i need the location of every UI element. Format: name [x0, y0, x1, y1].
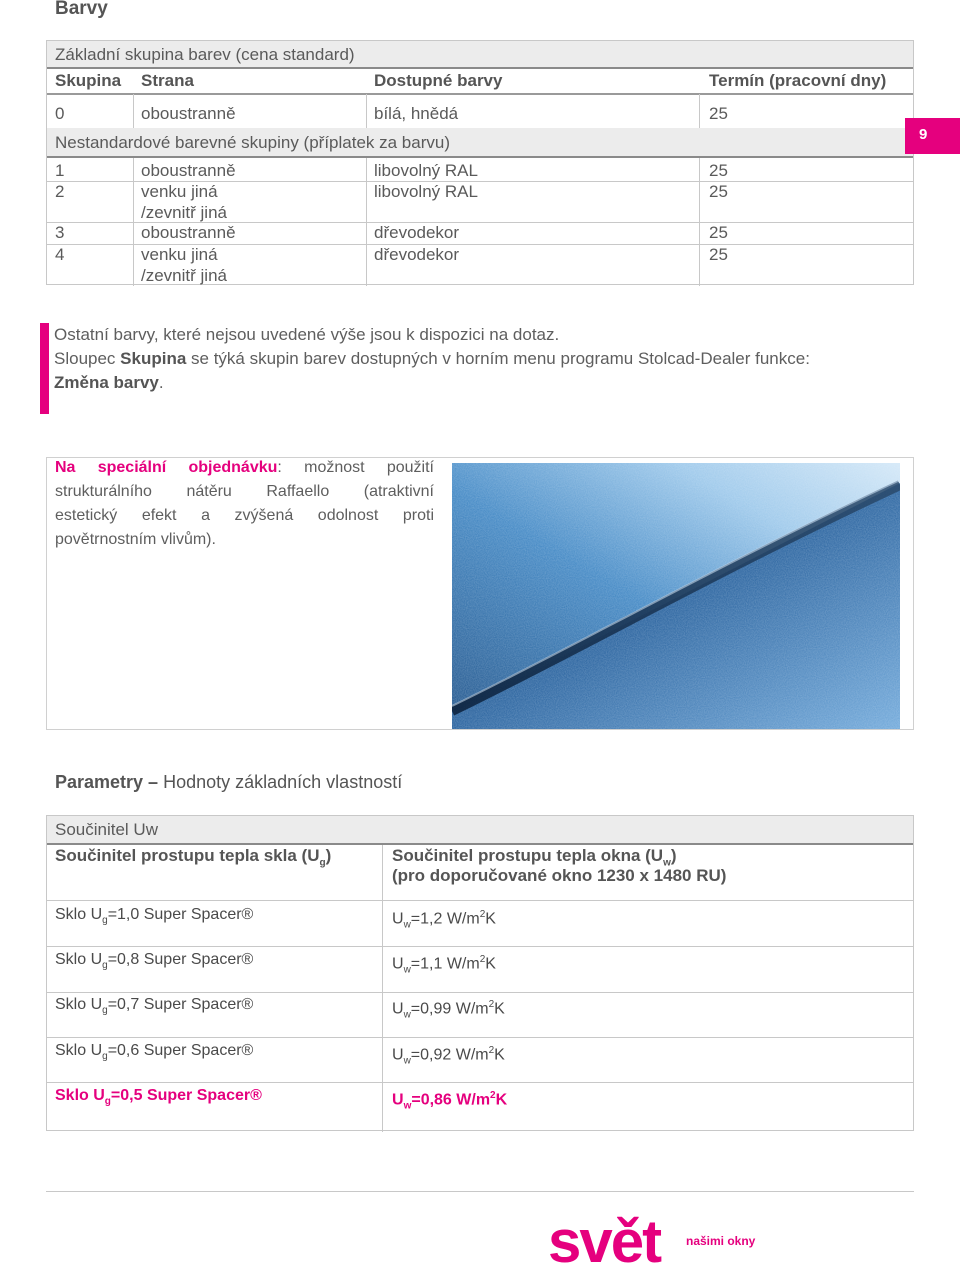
footer-rule	[46, 1191, 914, 1192]
win-sup: 2	[490, 1090, 496, 1101]
uw-row-glass-highlight	[55, 1086, 262, 1112]
uw-col2-header-line2: (pro doporučované okno 1230 x 1480 RU)	[392, 866, 727, 885]
note-bold: Změna barvy	[54, 373, 159, 392]
win-text: U	[392, 1091, 404, 1109]
header-sub: g	[319, 857, 326, 869]
win-text: U	[392, 1046, 404, 1064]
glass-sub: g	[102, 1005, 108, 1017]
uw-caption-rule	[47, 843, 913, 845]
cell-colors: bílá, hnědá	[374, 104, 459, 123]
win-text: =0,99 W/m	[410, 1000, 489, 1018]
win-sub: w	[403, 1100, 412, 1112]
uw-col1-header	[55, 846, 331, 873]
note-text: .	[158, 373, 164, 392]
header-text: )	[670, 846, 677, 865]
row-divider	[47, 992, 913, 993]
page-number-tab: 9	[905, 118, 960, 154]
table-caption: Základní skupina barev (cena standard)	[55, 45, 355, 64]
win-sup: 2	[488, 999, 495, 1010]
table-row-side: oboustranně	[141, 161, 236, 180]
nonstandard-caption: Nestandardové barevné skupiny (příplatek za barvu)	[55, 133, 450, 152]
special-line-2: strukturálního nátěru Raffaello (atraktivní	[55, 483, 434, 500]
special-line-4: povětrnostním vlivům).	[55, 531, 216, 548]
special-text: : možnost použití	[277, 459, 434, 476]
glass-text: =0,8 Super Spacer®	[107, 951, 254, 968]
table-row-side: oboustranně	[141, 223, 236, 242]
win-text: U	[392, 910, 404, 928]
win-sub: w	[403, 964, 411, 976]
table-row-side: venku jiná	[141, 182, 218, 201]
win-text: K	[485, 910, 496, 928]
uw-caption: Součinitel Uw	[55, 820, 158, 839]
table-row-term: 25	[709, 223, 728, 242]
note-block	[40, 323, 920, 414]
header-rule	[47, 93, 913, 95]
section-title: Barvy	[55, 0, 108, 19]
table-row-term: 25	[709, 161, 728, 180]
row-divider	[47, 1082, 913, 1083]
glass-sub: g	[104, 1096, 111, 1108]
uw-row-window	[392, 905, 496, 936]
glass-text: Sklo U	[55, 996, 103, 1013]
win-sup: 2	[479, 954, 486, 965]
note-line-1: Ostatní barvy, které nejsou uvedené výše jsou k dispozici na dotaz.	[54, 325, 560, 344]
special-order-box	[46, 457, 914, 730]
uw-row-window	[392, 995, 505, 1026]
glass-sub: g	[102, 960, 108, 972]
win-text: U	[392, 955, 404, 973]
uw-row-glass	[55, 905, 253, 931]
uw-row-glass	[55, 1041, 253, 1067]
table-row-side: venku jiná	[141, 245, 218, 264]
table-row-group: 1	[55, 161, 65, 180]
col-divider	[366, 94, 367, 128]
note-bold: Skupina	[120, 349, 187, 368]
table-row-colors: dřevodekor	[374, 245, 460, 264]
win-sub: w	[403, 1055, 411, 1067]
header-sub: w	[663, 857, 671, 869]
glass-sub: g	[102, 1051, 108, 1063]
row-divider	[47, 1037, 913, 1038]
uw-row-window	[392, 950, 496, 981]
nonstandard-rule	[47, 156, 913, 158]
uw-caption-band	[47, 816, 913, 843]
header-side: Strana	[141, 71, 194, 90]
win-text: K	[495, 1091, 508, 1109]
glass-text: Sklo U	[55, 951, 103, 968]
glass-sub: g	[102, 915, 108, 927]
win-text: K	[494, 1046, 505, 1064]
glass-text: =0,6 Super Spacer®	[107, 1042, 254, 1059]
win-text: =1,1 W/m	[410, 955, 480, 973]
glass-text: =0,7 Super Spacer®	[107, 996, 254, 1013]
glass-text: Sklo U	[55, 906, 103, 923]
win-text: =0,86 W/m	[411, 1091, 491, 1109]
cell-term: 25	[709, 104, 728, 123]
table-row-side-2: /zevnitř jiná	[141, 266, 227, 285]
uw-table	[46, 815, 914, 1131]
win-sub: w	[403, 919, 411, 931]
table-row-side-2: /zevnitř jiná	[141, 203, 227, 222]
parameters-bold: Parametry –	[55, 772, 159, 792]
win-sup: 2	[479, 909, 486, 920]
brand-logo: svět	[548, 1208, 661, 1275]
special-line-1	[55, 456, 434, 480]
win-text: U	[392, 1000, 404, 1018]
table-row-term: 25	[709, 245, 728, 264]
special-highlight: Na speciální objednávku	[55, 459, 278, 476]
brand-tagline: našimi okny	[686, 1234, 756, 1248]
win-text: K	[485, 955, 496, 973]
note-text: Sloupec	[54, 349, 121, 368]
win-text: K	[494, 1000, 505, 1018]
win-sub: w	[403, 1009, 411, 1021]
uw-row-window	[392, 1041, 505, 1072]
header-text: )	[325, 846, 332, 865]
cell-side: oboustranně	[141, 104, 236, 123]
note-line-3	[54, 372, 164, 394]
table-row-colors: libovolný RAL	[374, 182, 478, 201]
table-row-group: 4	[55, 245, 65, 264]
win-text: =0,92 W/m	[410, 1046, 489, 1064]
raffaello-texture-photo	[452, 463, 900, 729]
cell-group: 0	[55, 104, 65, 123]
texture-photo-image	[452, 463, 900, 729]
parameters-heading	[55, 772, 402, 793]
glass-text: Sklo U	[55, 1087, 105, 1104]
note-line-2	[54, 348, 810, 370]
table-row-group: 3	[55, 223, 65, 242]
uw-row-glass	[55, 950, 253, 976]
glass-text: Sklo U	[55, 1042, 103, 1059]
header-text: Součinitel prostupu tepla okna (U	[392, 846, 664, 865]
win-sup: 2	[488, 1045, 495, 1056]
note-text: se týká skupin barev dostupných v horním menu programu Stolcad-Dealer funkce:	[186, 349, 810, 368]
header-colors: Dostupné barvy	[374, 71, 503, 90]
special-line-3: estetický efekt a zvýšená odolnost proti	[55, 507, 434, 524]
table-row-colors: libovolný RAL	[374, 161, 478, 180]
table-row-group: 2	[55, 182, 65, 201]
caption-rule	[47, 67, 913, 69]
colors-table	[46, 40, 914, 285]
table-row-colors: dřevodekor	[374, 223, 460, 242]
row-divider	[47, 900, 913, 901]
header-group: Skupina	[55, 71, 122, 90]
header-text: Součinitel prostupu tepla skla (U	[55, 846, 320, 865]
glass-text: =0,5 Super Spacer®	[110, 1087, 262, 1104]
glass-text: =1,0 Super Spacer®	[107, 906, 254, 923]
col-divider	[133, 94, 134, 128]
uw-row-glass	[55, 995, 253, 1021]
header-term: Termín (pracovní dny)	[709, 71, 887, 90]
win-text: =1,2 W/m	[410, 910, 480, 928]
table-row-term: 25	[709, 182, 728, 201]
uw-row-window-highlight	[392, 1086, 507, 1117]
note-accent-bar	[40, 323, 49, 414]
row-divider	[47, 946, 913, 947]
parameters-text: Hodnoty základních vlastností	[158, 772, 403, 792]
col-divider	[699, 94, 700, 128]
uw-col-divider	[382, 845, 383, 1132]
